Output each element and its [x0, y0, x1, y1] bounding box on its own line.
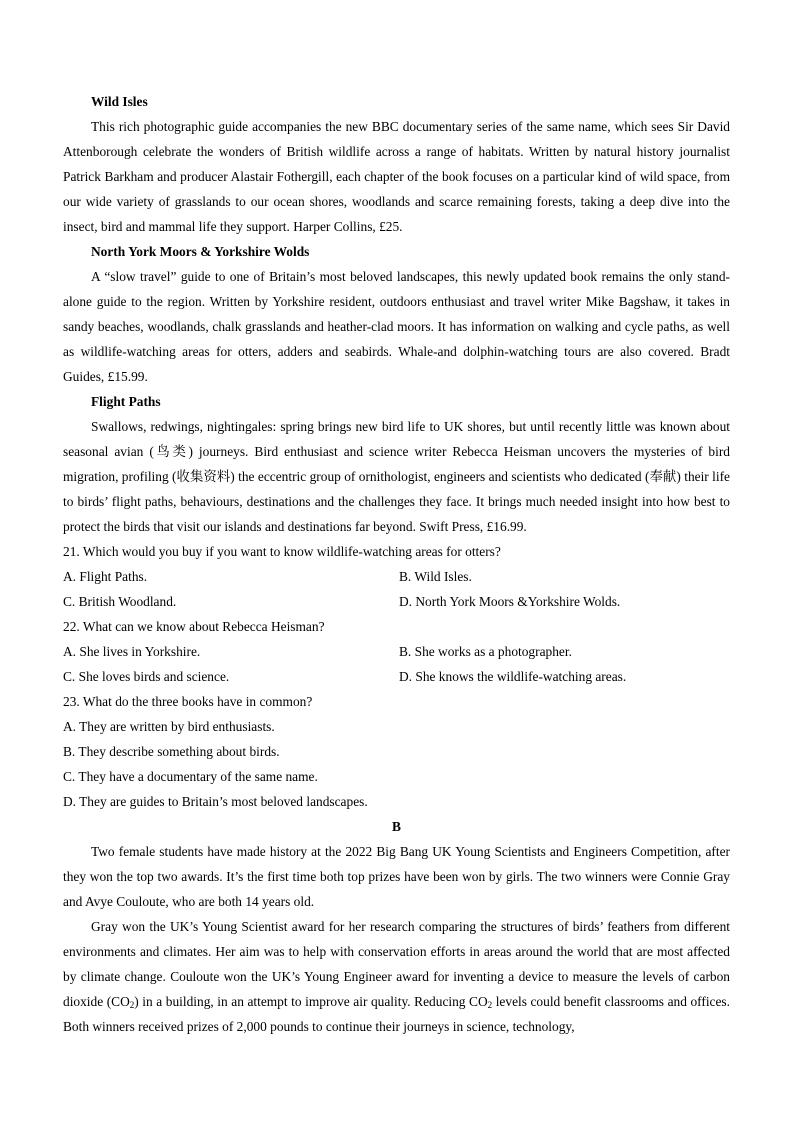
- question-21-option-d: D. North York Moors &Yorkshire Wolds.: [399, 594, 621, 609]
- question-22-options-row-1: [63, 639, 730, 664]
- passage-b-paragraph-1: Two female students have made history at the 2022 Big Bang UK Young Scientists and Engineers Competition, after they won the top two awards. It’s the first time both top prizes have been won by girls. The two winners were Connie Gray and Avye Couloute, who are both 14 years old.: [63, 844, 730, 909]
- question-23-option-d: D. They are guides to Britain’s most beloved landscapes.: [63, 794, 368, 809]
- question-23-option-c: C. They have a documentary of the same name.: [63, 769, 318, 784]
- passage-b-paragraph-2-part-3: levels could benefit classrooms and offices. Both winners received prizes of 2,000 pounds to continue their journeys in science, technology,: [63, 994, 730, 1034]
- section-label-b: B: [392, 819, 401, 834]
- passage-b-paragraph-2-part-2: ) in a building, in an attempt to improve air quality. Reducing CO: [134, 994, 488, 1009]
- passage-b-paragraph-2-part-1: Gray won the UK’s Young Scientist award for her research comparing the structures of birds’ feathers from different environments and climates. Her aim was to help with conservation efforts in areas around the world that are most affected by climate change. Couloute won the UK’s Young Engineer award for inventing a device to measure the levels of carbon dioxide (CO: [63, 919, 730, 1009]
- book-title-wild-isles: Wild Isles: [91, 94, 148, 109]
- book-review-flight-paths: Swallows, redwings, nightingales: spring brings new bird life to UK shores, but until recently little was known about seasonal avian (鸟类) journeys. Bird enthusiast and science writer Rebecca Heisman uncovers the mysteries of bird migration, profiling (收集资料) the eccentric group of ornithologist, engineers and scientists who dedicated (奉献) their life to birds’ flight paths, behaviours, destinations and the challenges they face. It brings much needed insight into how best to protect the birds that visit our islands and destinations far beyond. Swift Press, £16.99.: [63, 419, 730, 534]
- book-review-north-york-moors: A “slow travel” guide to one of Britain’s most beloved landscapes, this newly updated book remains the only stand-alone guide to the region. Written by Yorkshire resident, outdoors enthusiast and travel writer Mike Bagshaw, it takes in sandy beaches, woodlands, chalk grasslands and heather-clad moors. It has information on walking and cycle paths, as well as wildlife-watching areas for otters, adders and seabirds. Whale-and dolphin-watching tours are also covered. Bradt Guides, £15.99.: [63, 269, 730, 384]
- question-21-options-row-1: [63, 564, 730, 589]
- question-22-options-row-2: [63, 664, 730, 689]
- book-review-wild-isles: This rich photographic guide accompanies the new BBC documentary series of the same name, which sees Sir David Attenborough celebrate the wonders of British wildlife across a range of habitats. Written by natural history journalist Patrick Barkham and producer Alastair Fothergill, each chapter of the book focuses on a particular kind of wild space, from our wide variety of grasslands to our ocean shores, woodlands and scarce remaining forests, taking a deep dive into the insect, bird and mammal life they support. Harper Collins, £25.: [63, 119, 730, 234]
- question-23-option-b: B. They describe something about birds.: [63, 744, 280, 759]
- book-title-flight-paths: Flight Paths: [91, 394, 161, 409]
- question-23-stem: 23. What do the three books have in common?: [63, 694, 313, 709]
- question-22-stem: 22. What can we know about Rebecca Heisman?: [63, 619, 325, 634]
- question-21-stem: 21. Which would you buy if you want to know wildlife-watching areas for otters?: [63, 544, 501, 559]
- co2-subscript-2: 2: [487, 1000, 493, 1010]
- question-22-option-c: C. She loves birds and science.: [63, 669, 230, 684]
- question-21-option-c: C. British Woodland.: [63, 594, 177, 609]
- question-21-options-row-2: [63, 589, 730, 614]
- co2-subscript-1: 2: [129, 1000, 135, 1010]
- document-content: [63, 89, 730, 1039]
- question-23-option-a: A. They are written by bird enthusiasts.: [63, 719, 275, 734]
- question-21-option-b: B. Wild Isles.: [399, 569, 472, 584]
- question-21-option-a: A. Flight Paths.: [63, 569, 148, 584]
- book-title-north-york-moors: North York Moors & Yorkshire Wolds: [91, 244, 310, 259]
- passage-b-paragraph-2: [63, 914, 730, 1039]
- question-22-option-d: D. She knows the wildlife-watching areas.: [399, 669, 627, 684]
- question-22-option-a: A. She lives in Yorkshire.: [63, 644, 201, 659]
- question-22-option-b: B. She works as a photographer.: [399, 644, 572, 659]
